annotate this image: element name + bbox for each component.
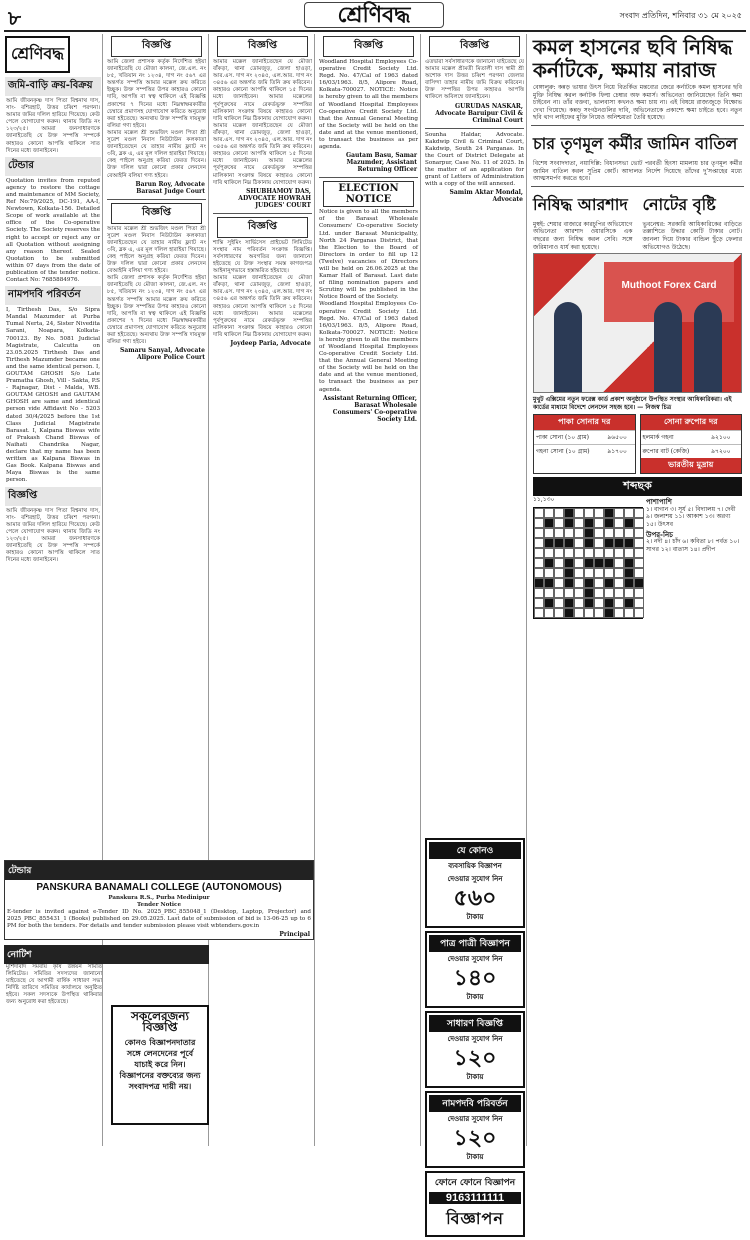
crossword-cell[interactable]: [584, 568, 594, 578]
crossword-cell[interactable]: [534, 568, 544, 578]
advocate-signature: SHUBHAMOY DAS, ADVOCATE HOWRAH JUDGES' COURT: [238, 187, 311, 209]
table-row: [534, 431, 635, 445]
crossword-cell[interactable]: [614, 598, 624, 608]
page-title: শ্রেণিবদ্ধ: [304, 2, 444, 28]
phone-number[interactable]: 9163111111: [429, 1192, 521, 1204]
crossword-cell: [534, 578, 544, 588]
story-block: [639, 190, 747, 251]
crossword-cell[interactable]: [574, 568, 584, 578]
crossword-cell[interactable]: [614, 558, 624, 568]
story-text: মুম্বই: শেয়ার বাজারে কারচুপির অভিযোগে অভিনেতা আরশাদ ওয়ারসিকে এক বছরের জন্য নিষিদ্ধ করল সেবি। সঙ্গে জরিমানাও ধার্য করা হয়েছে।: [533, 220, 633, 251]
notice-text: আমি জেলা প্রশাসক কর্তৃক নির্দেশিত হইয়া জানাইতেছি যে মৌজা কালনা, জে.এল. নং ৮৫, খতিয়ান নং ১২৩৪, দাগ নং ৫৬৭ এর অন্তর্গত সম্পত্তি আমার মক্কেল ক্রয় করিতে ইচ্ছুক। উক্ত সম্পত্তির উপর কাহারও কোনো দাবি, আপত্তি বা স্বত্ব থাকিলে এই বিজ্ঞপ্তি প্রকাশের ৭ দিনের মধ্যে নিম্নস্বাক্ষরকারীর চেম্বারে প্রমাণসহ যোগাযোগ করিতে অনুরোধ করা হইতেছে। অন্যথায় উক্ত সম্পত্তি দায়মুক্ত বলিয়া গণ্য হইবে।: [107, 59, 206, 129]
crossword-cell[interactable]: [624, 508, 634, 518]
crossword-cell[interactable]: [554, 608, 564, 618]
ad-unit: টাকায়: [466, 1152, 484, 1161]
crossword-cell[interactable]: [554, 528, 564, 538]
notice-heading: বিজ্ঞপ্তি: [323, 36, 414, 57]
rate-value: ৯৬৫০০: [605, 431, 634, 445]
rate-value: ৯২১০০: [709, 431, 741, 445]
story-block: [529, 190, 637, 251]
crossword-cell[interactable]: [544, 588, 554, 598]
notice-text: আমি জেলা প্রশাসক কর্তৃক নির্দেশিত হইয়া জানাইতেছি যে মৌজা কালনা, জে.এল. নং ৮৫, খতিয়ান নং ১২৩৪, দাগ নং ৫৬৭ এর অন্তর্গত সম্পত্তি আমার মক্কেল ক্রয় করিতে ইচ্ছুক। উক্ত সম্পত্তির উপর কাহারও কোনো দাবি, আপত্তি বা স্বত্ব থাকিলে এই বিজ্ঞপ্তি প্রকাশের ৭ দিনের মধ্যে নিম্নস্বাক্ষরকারীর চেম্বারে প্রমাণসহ যোগাযোগ করিতে অনুরোধ করা হইতেছে। অন্যথায় উক্ত সম্পত্তি দায়মুক্ত বলিয়া গণ্য হইবে।: [107, 275, 206, 346]
crossword-cell: [624, 518, 634, 528]
crossword-cell: [544, 598, 554, 608]
tender-heading: টেন্ডার: [5, 157, 101, 176]
rate-heading: পাকা সোনার দর: [534, 415, 635, 430]
notice-text: আমার মক্কেল জানাইতেছেন যে মৌজা বাঁকড়া, থানা ডোমজুড়, জেলা হাওড়া, আর.এস. দাগ নং ২৩৪৫, এল.আর. দাগ নং ৩৪৫৬ এর অন্তর্গত জমি তিনি ক্রয় করিবেন। কাহারও কোনো আপত্তি থাকিলে ১৫ দিনের মধ্যে জানাইবেন। আমার মক্কেলের পূর্বপুরুষের নামে রেকর্ডভুক্ত সম্পত্তির মালিকানা সংক্রান্ত বিষয়ে কাহারও কোনো দাবি থাকিলে নিম্ন ঠিকানায় যোগাযোগ করুন।: [213, 59, 312, 122]
rate-label: হলমার্ক গহনা: [641, 431, 710, 445]
crossword-cell: [584, 558, 594, 568]
crossword-cell[interactable]: [614, 578, 624, 588]
crossword-cell[interactable]: [584, 548, 594, 558]
crossword-cell: [604, 608, 614, 618]
notice-heading: বিজ্ঞপ্তি: [5, 487, 101, 506]
crossword-cell: [584, 518, 594, 528]
rate-table: [534, 430, 635, 458]
crossword-clues: [646, 496, 742, 619]
crossword-cell: [584, 538, 594, 548]
crossword-cell[interactable]: [594, 598, 604, 608]
ad-card-name-change: [425, 1091, 525, 1168]
headline-kamal-haasan: কমল হাসনের ছবি নিষিদ্ধ কর্নাটকে, ক্ষমায় নারাজ: [533, 35, 733, 82]
crossword-cell[interactable]: [624, 528, 634, 538]
crossword-cell[interactable]: [584, 508, 594, 518]
crossword-cell[interactable]: [634, 528, 644, 538]
ad-label: নামপদবি পরিবর্তন: [429, 1095, 521, 1112]
section-title: শ্রেণিবদ্ধ: [5, 36, 70, 73]
crossword-cell: [624, 558, 634, 568]
public-notice-text: কোনও বিজ্ঞাপনদাতার সঙ্গে লেনদেনের পূর্বে যাচাই করে নিন। বিজ্ঞাপনের বক্তব্যের জন্য সংবাদপত্র দায়ী নয়।: [119, 1037, 201, 1091]
clues-down: ২। নদী ৪। চাঁদ ৬। কবিতা ৮। পর্বত ১০। সাগর ১২। বাতাস ১৪। প্রদীপ: [646, 538, 740, 553]
clues-across: ১। বাগান ৩। সূর্য ৫। বিদ্যালয় ৭। দেবী ৯। জলাশয় ১১। আকাশ ১৩। অরণ্য ১৫। উৎসব: [646, 505, 736, 528]
crossword-cell[interactable]: [564, 528, 574, 538]
crossword-cell[interactable]: [544, 568, 554, 578]
crossword-cell[interactable]: [534, 508, 544, 518]
crossword-cell: [604, 508, 614, 518]
crossword-cell[interactable]: [584, 608, 594, 618]
ad-label: যে কোনও: [429, 842, 521, 859]
crossword-cell[interactable]: [604, 548, 614, 558]
crossword-cell[interactable]: [574, 588, 584, 598]
crossword-cell[interactable]: [614, 568, 624, 578]
tender-body: E-tender is invited against e-Tender ID No. 2025_PBC_855048_1 (Desktop, Laptop, Projector) and 2025_PBC_855431_1 (Books) published on 29.05.2025. Last date of submission of bid is 13-06-25 up to 6 PM for both the tenders. For details and tender submission please visit wbtenders.gov.in: [7, 909, 311, 930]
tender-section-title: টেন্ডার: [5, 861, 313, 880]
dateline: সংবাদ প্রতিদিন, শনিবার ৩১ মে ২০২৫: [619, 11, 742, 20]
crossword-cell[interactable]: [614, 608, 624, 618]
rate-label: পাকা সোনা (১০ গ্রাম): [534, 431, 605, 445]
divider: [319, 177, 418, 178]
table-row: [534, 445, 635, 459]
crossword-cell[interactable]: [554, 568, 564, 578]
crossword-cell: [584, 598, 594, 608]
divider: [107, 199, 206, 200]
person-figure: [694, 302, 722, 392]
crossword-cell[interactable]: [634, 588, 644, 598]
crossword-cell[interactable]: [634, 608, 644, 618]
rate-value: ৯১৭০০: [605, 445, 634, 459]
crossword-cell: [624, 568, 634, 578]
crossword-cell[interactable]: [594, 538, 604, 548]
crossword-cell[interactable]: [534, 538, 544, 548]
court-notice-text: Sounha Haldar, Advocate. Kakdwip Civil & Criminal Court, Kakdwip, South 24 Parganas. In the Court of District Delegate at Sonarpur, Case No. 11 of 2025. In the matter of an application for grant of Letters of Administration with a copy of the will annexed.: [425, 131, 524, 188]
clue-heading-across: পাশাপাশি: [646, 497, 672, 507]
ad-label: পাত্র পাত্রী বিজ্ঞাপন: [429, 935, 521, 952]
ad-sub: দেওয়ার সুযোগ নিন: [447, 874, 503, 883]
newspaper-page: [4, 0, 746, 1228]
rate-label: গহনা সোনা (১০ গ্রাম): [534, 445, 605, 459]
crossword-cell: [624, 598, 634, 608]
crossword-cell: [584, 528, 594, 538]
notice-text: আমার মক্কেল শ্রী শুভজিৎ মণ্ডল পিতা শ্রী সুরেশ মণ্ডল নিবাস নিউটাউন কলকাতা জানাইতেছেন যে তাহার নামীয় ফ্ল্যাট নং ৩বি, ব্লক এ, এর মূল দলিল হারাইয়া গিয়াছে। কেহ পাইলে অনুগ্রহ করিয়া ফেরত দিবেন। উক্ত দলিল দ্বারা কোনো প্রকার লেনদেন বেআইনি বলিয়া গণ্য হইবে।: [107, 129, 206, 179]
crossword-cell[interactable]: [574, 608, 584, 618]
news-pair: [529, 190, 746, 251]
crossword-cell: [604, 558, 614, 568]
crossword-title: শব্দছক: [533, 477, 742, 496]
crossword-cell: [564, 568, 574, 578]
crossword-cell: [544, 518, 554, 528]
divider: [531, 125, 744, 126]
story-text: বেঙ্গালুরু: কন্নড় ভাষার উৎস নিয়ে বিতর্কিত মন্তব্যের জেরে কর্নাটকে কমল হাসনের ছবি মুক্তি নিষিদ্ধ করল কর্নাটক ফিল্ম চেম্বার অফ কমার্স। অভিনেতা জানিয়েছেন তিনি ক্ষমা চাইবেন না। তাঁর বক্তব্য, ভালবাসা কখনও ক্ষমা চায় না। এই বিষয়ে রাজ্যজুড়ে বিক্ষোভ দেখা গিয়েছে। কন্নড় সংগঠনগুলির দাবি, অভিনেতাকে প্রকাশ্যে ক্ষমা চাইতে হবে। নতুন ছবি থাগ লাইফের মুক্তি নিয়েও অনিশ্চয়তা তৈরি হয়েছে।: [533, 84, 742, 122]
rate-label: রুপোর বাট (কেজি): [641, 445, 710, 459]
story-text: বিশেষ সংবাদদাতা, নয়াদিল্লি: বিধানসভা ভোট পরবর্তী হিংসা মামলায় চার তৃণমূল কর্মীর জামিন বাতিল করল সুপ্রিম কোর্ট। আদালত নির্দেশ দিয়েছে তাঁদের দু'সপ্তাহের মধ্যে আত্মসমর্পণ করতে হবে।: [533, 159, 742, 183]
crossword-cell[interactable]: [634, 518, 644, 528]
crossword: [533, 496, 742, 619]
rate-table: [641, 430, 742, 458]
notice-text: এতদ্বারা সর্বসাধারণকে জানানো যাইতেছে যে আমার মক্কেল শ্রীমতী মিতালী দাস স্বামী শ্রী অশোক দাস উত্তর চব্বিশ পরগনা জেলার বাসিন্দা তাহার নামীয় জমি বিক্রয় করিবেন। উক্ত সম্পত্তির উপর কাহারও আপত্তি থাকিলে অবিলম্বে জানাইবেন।: [425, 59, 524, 101]
rate-heading: সোনা রুপোর দর: [641, 415, 742, 430]
ad-card-matrimonial: [425, 931, 525, 1008]
crossword-cell[interactable]: [634, 548, 644, 558]
crossword-cell[interactable]: [574, 548, 584, 558]
crossword-cell[interactable]: [574, 578, 584, 588]
photo-banner: Muthoot Forex Card: [604, 262, 734, 322]
crossword-cell[interactable]: [534, 548, 544, 558]
rates-section: [533, 414, 742, 474]
notice-section-title: নোটিশ: [4, 945, 209, 964]
headline-bail: চার তৃণমূল কর্মীর জামিন বাতিল: [533, 133, 738, 153]
notice-heading: বিজ্ঞপ্তি: [429, 36, 520, 57]
ad-price: ১২০: [453, 1125, 497, 1151]
rate-heading: ভারতীয় মুদ্রায়: [641, 458, 742, 473]
election-notice-heading: ELECTION NOTICE: [323, 181, 414, 207]
gold-rate-table: [533, 414, 636, 474]
crossword-cell: [604, 578, 614, 588]
crossword-cell: [634, 578, 644, 588]
headline-notes: নোটের বৃষ্টি: [642, 194, 716, 214]
event-photo: [533, 253, 742, 393]
advocate-signature: Barun Roy, Advocate Barasat Judge Court: [135, 180, 205, 195]
advocate-signature: GURUDAS NASKAR, Advocate Baruipur Civil & Criminal Court: [435, 102, 523, 124]
ad-label: সাধারণ বিজ্ঞপ্তি: [429, 1015, 521, 1032]
crossword-cell: [584, 588, 594, 598]
crossword-cell: [584, 578, 594, 588]
column-3: [211, 34, 315, 1146]
crossword-cell[interactable]: [634, 508, 644, 518]
crossword-cell: [564, 518, 574, 528]
crossword-cell[interactable]: [634, 568, 644, 578]
crossword-cell[interactable]: [564, 588, 574, 598]
crossword-cell[interactable]: [634, 558, 644, 568]
ad-sub: দেওয়ার সুযোগ নিন: [447, 954, 503, 963]
crossword-cell[interactable]: [594, 608, 604, 618]
ad-sub: দেওয়ার সুযোগ নিন: [447, 1114, 503, 1123]
crossword-cell[interactable]: [534, 598, 544, 608]
officer-signature: Gautam Basu, Samar Mazumder, Assistant Returning Officer: [346, 152, 417, 174]
advocate-signature: Joydeep Paria, Advocate: [230, 340, 311, 347]
crossword-cell[interactable]: [554, 508, 564, 518]
crossword-cell[interactable]: [604, 588, 614, 598]
crossword-cell[interactable]: [554, 558, 564, 568]
officer-signature: Assistant Returning Officer, Barasat Wholesale Consumers' Co-operative Society Ltd.: [322, 394, 417, 423]
crossword-cell[interactable]: [534, 558, 544, 568]
crossword-cell[interactable]: [554, 588, 564, 598]
tender-subtitle: Tender Notice: [136, 902, 182, 909]
crossword-cell[interactable]: [544, 528, 554, 538]
crossword-cell[interactable]: [624, 548, 634, 558]
rate-value: ৯৭২০০: [709, 445, 741, 459]
land-sale-heading: জমি-বাড়ি ক্রয়-বিক্রয়: [5, 77, 101, 96]
ad-unit: টাকায়: [466, 992, 484, 1001]
person-figure: [654, 302, 682, 392]
silver-rate-table: [640, 414, 743, 474]
crossword-cell[interactable]: [574, 528, 584, 538]
crossword-cell[interactable]: [534, 588, 544, 598]
crossword-cell[interactable]: [594, 528, 604, 538]
crossword-cell: [614, 538, 624, 548]
crossword-cell: [564, 538, 574, 548]
notice-heading: বিজ্ঞপ্তি: [111, 36, 202, 57]
phone-ad-brand: বিজ্ঞাপন: [446, 1209, 504, 1228]
table-row: [641, 445, 742, 459]
crossword-cell: [564, 578, 574, 588]
photo-caption: মুথুট এক্সিমের নতুন ফরেক্স কার্ড প্রকাশ অনুষ্ঠানে উপস্থিত সংস্থার আধিকারিকরা। এই কার্ডের মাধ্যমে বিদেশে লেনদেন সহজ হবে। — নিজস্ব চিত্র: [533, 396, 732, 411]
crossword-cell[interactable]: [594, 568, 604, 578]
table-row: [641, 431, 742, 445]
divider: [425, 128, 524, 129]
headline-arshad: নিষিদ্ধ আরশাদ: [533, 194, 628, 214]
notice-body: মুর্শিদাবাদ সমবায় কৃষি উন্নয়ন সমিতি লিমিটেড। সমিতির সদস্যদের জানানো যাইতেছে যে আগামী বার্ষিক সাধারণ সভা নির্দিষ্ট তারিখে সমিতির কার্যালয়ে অনুষ্ঠিত হইবে। সকল সদস্যকে উপস্থিত থাকিবার জন্য অনুরোধ করা হইতেছে।: [6, 964, 102, 1006]
name-change-heading: নামপদবি পরিবর্তন: [5, 286, 101, 305]
crossword-cell: [564, 558, 574, 568]
clue-heading-down: উপর-নিচ: [646, 529, 673, 539]
ad-unit: টাকায়: [466, 912, 484, 921]
crossword-cell[interactable]: [614, 588, 624, 598]
election-notice-text: Woodland Hospital Employees Co-operative Credit Society Ltd. Regd. No. 47/Cal of 1963 dated 16/03/1963. 8/5, Alipore Road, Kolkata-700027. NOTICE: Notice is hereby given to all the members of Woodland Hospital Employees Co-operative Credit Society Ltd. that the Annual General Meeting of the Society will be held on the date and at the venue mentioned, to transact the business as per agenda.: [319, 301, 418, 393]
crossword-cell: [604, 538, 614, 548]
election-notice-text: Notice is given to all the members of the Barasat Wholesale Consumers' Co-operative Society Ltd. under Barasat Municipality, North 24 Parganas District, that the Election to the Board of Directors in order to fill up 12 (Twelve) vacancies of Directors will be held on 26.06.2025 at the Kamar Hall of Barasat. Last date of filing nomination papers and Scrutiny will be published in the Notice Board of the Society.: [319, 209, 418, 301]
advocate-signature: Samim Aktar Mondal, Advocate: [449, 189, 523, 204]
crossword-cell[interactable]: [574, 508, 584, 518]
notice-heading: বিজ্ঞপ্তি: [217, 36, 308, 57]
crossword-cell: [624, 578, 634, 588]
crossword-cell: [594, 558, 604, 568]
crossword-cell[interactable]: [534, 528, 544, 538]
divider: [213, 213, 312, 214]
tender-text: Quotation invites from reputed agency to restore the cottage and maintenance of MM Society, Ref No:79/2025, DC-191, AA-I, Newtown, Kolkata-156. Detailed Scope of work available at the office of the Co-operative Society. The Society reserves the right to accept or reject any or all Quotation without assigning any reason thereof. Sealed Quotation to be submitted within 07 days from the date of publication of the tender notice. Contact No: 7685884976.: [6, 177, 100, 284]
crossword-cell[interactable]: [594, 588, 604, 598]
crossword-cell[interactable]: [544, 608, 554, 618]
phone-ad-title: ফোনে ফোনে বিজ্ঞাপন: [434, 1178, 516, 1188]
notice-heading: বিজ্ঞপ্তি: [217, 217, 308, 238]
notice-text: শান্তি সুইমিং সার্ভিসেস প্রাইভেট লিমিটেড সংস্থার নাম পরিবর্তন সংক্রান্ত বিজ্ঞপ্তি। সর্বসাধারণের অবগতির জন্য জানানো হইতেছে যে উক্ত সংস্থার সমস্ত কাগজপত্র আইনানুগভাবে হস্তান্তরিত হইয়াছে।: [213, 239, 312, 275]
college-name: PANSKURA BANAMALI COLLEGE (AUTONOMOUS): [36, 882, 282, 893]
advocate-signature: Samaru Sanyal, Advocate Alipore Police Court: [120, 347, 205, 362]
crossword-cell: [564, 508, 574, 518]
land-sale-text: আমি জীবনকৃষ্ণ দাস পিতা বিশ্বনাথ দাস, সাং- বশিরহাট, উত্তর চব্বিশ পরগনা। আমার জমির দলিল হারিয়ে গিয়েছে। কেউ পেলে যোগাযোগ করুন। থানায় জিডি নং ১২৩/২৫। আমরা জনসাধারণকে জানাইতেছি যে উক্ত সম্পত্তি সম্পর্কে কাহারও কোনো আপত্তি থাকিলে সাত দিনের মধ্যে জানাইবেন।: [6, 98, 100, 154]
person-figure: [554, 302, 582, 392]
crossword-grid[interactable]: [533, 507, 643, 619]
public-notice-title: সকলেরজন্য বিজ্ঞপ্তি: [130, 1009, 190, 1034]
crossword-cell[interactable]: [634, 538, 644, 548]
ad-price: ৫৬০: [453, 885, 497, 911]
ad-card-business: [425, 838, 525, 928]
crossword-cell: [564, 598, 574, 608]
crossword-cell: [604, 598, 614, 608]
page-number: ৮: [8, 6, 21, 30]
principal-signature: Principal: [279, 931, 310, 939]
crossword-cell[interactable]: [604, 568, 614, 578]
notice-text: Woodland Hospital Employees Co-operative Credit Society Ltd. Regd. No. 47/Cal of 1963 dated 16/03/1963. 8/5, Alipore Road, Kolkata-700027. NOTICE: Notice is hereby given to all the members of Woodland Hospital Employees Co-operative Credit Society Ltd. that the Annual General Meeting of the Society will be held on the date and at the venue mentioned, to transact the business as per agenda.: [319, 59, 418, 151]
crossword-cell[interactable]: [554, 518, 564, 528]
crossword-cell[interactable]: [574, 558, 584, 568]
crossword-cell[interactable]: [614, 548, 624, 558]
notice-text: আমার মক্কেল জানাইতেছেন যে মৌজা বাঁকড়া, থানা ডোমজুড়, জেলা হাওড়া, আর.এস. দাগ নং ২৩৪৫, এল.আর. দাগ নং ৩৪৫৬ এর অন্তর্গত জমি তিনি ক্রয় করিবেন। কাহারও কোনো আপত্তি থাকিলে ১৫ দিনের মধ্যে জানাইবেন। আমার মক্কেলের পূর্বপুরুষের নামে রেকর্ডভুক্ত সম্পত্তির মালিকানা সংক্রান্ত বিষয়ে কাহারও কোনো দাবি থাকিলে নিম্ন ঠিকানায় যোগাযোগ করুন।: [213, 275, 312, 338]
crossword-cell[interactable]: [574, 538, 584, 548]
column-4: [317, 34, 421, 1146]
notice-heading: বিজ্ঞপ্তি: [111, 203, 202, 224]
notice-text: আমার মক্কেল শ্রী শুভজিৎ মণ্ডল পিতা শ্রী সুরেশ মণ্ডল নিবাস নিউটাউন কলকাতা জানাইতেছেন যে তাহার নামীয় ফ্ল্যাট নং ৩বি, ব্লক এ, এর মূল দলিল হারাইয়া গিয়াছে। কেহ পাইলে অনুগ্রহ করিয়া ফেরত দিবেন। উক্ত দলিল দ্বারা কোনো প্রকার লেনদেন বেআইনি বলিয়া গণ্য হইবে।: [107, 225, 206, 275]
ad-stack: [423, 835, 527, 1240]
ad-sub: দেওয়ার সুযোগ নিন: [447, 1034, 503, 1043]
ad-price: ১৪০: [453, 965, 497, 991]
crossword-cell[interactable]: [594, 578, 604, 588]
crossword-cell[interactable]: [624, 608, 634, 618]
crossword-cell[interactable]: [554, 548, 564, 558]
crossword-cell[interactable]: [604, 528, 614, 538]
crossword-cell[interactable]: [624, 588, 634, 598]
crossword-cell: [604, 518, 614, 528]
tender-box: [4, 860, 314, 940]
story-text: ভুবনেশ্বর: সরকারি আধিকারিকের বাড়িতে তল্লাশিতে উদ্ধার কোটি টাকার নোট। জানলা দিয়ে টাকার বান্ডিল ছুঁড়ে ফেলার অভিযোগও উঠেছে।: [642, 220, 742, 251]
name-change-text: I, Tirthesh Das, S/o Sipra Mandal Mazumder at Purba Tumal Nerta, 24, Sister Nivedita Sarani, Noapara, Kolkata-700123. By No. 5081 Judicial Magistrate, Calcutta on 23.05.2025 Tirthesh Das and Tirthesh Mazumder became one and the same identical person. I, GOUTAM GHOSH S/o Late Pramatha Ghosh, Vill - Sakta, P.S - Rajnagar, Dist - Malda, WB. GOUTAM GHOSH and GAUTAM GHOSH are same and identical person vide Affidavit No - 5203 dated 30/4/2025 before the 1st Class Judicial Magistrate Barasat. I, Kalpana Biswas wife of Prakash Chand Biswas of Naihati Chandrika Nagar, declare that my name has been written as Kalpana Biswas in Gas Book. Kalpana Biswas and Maya Biswas is the same person.: [6, 307, 100, 484]
public-notice-box: [111, 1005, 209, 1125]
divider: [531, 186, 744, 187]
ad-title: ব্যবসায়িক বিজ্ঞাপন: [448, 861, 502, 870]
crossword-cell: [564, 608, 574, 618]
crossword-cell[interactable]: [554, 598, 564, 608]
crossword-cell[interactable]: [534, 608, 544, 618]
ad-price: ১২০: [453, 1045, 497, 1071]
phone-ad: [425, 1171, 525, 1237]
bottom-notice: [4, 945, 209, 1007]
crossword-cell[interactable]: [594, 508, 604, 518]
crossword-cell[interactable]: [614, 528, 624, 538]
notice-text: আমি জীবনকৃষ্ণ দাস পিতা বিশ্বনাথ দাস, সাং- বশিরহাট, উত্তর চব্বিশ পরগনা। আমার জমির দলিল হারিয়ে গিয়েছে। কেউ পেলে যোগাযোগ করুন। থানায় জিডি নং ১২৩/২৫। আমরা জনসাধারণকে জানাইতেছি যে উক্ত সম্পত্তি সম্পর্কে কাহারও কোনো আপত্তি থাকিলে সাত দিনের মধ্যে জানাইবেন।: [6, 507, 100, 564]
crossword-cell[interactable]: [614, 518, 624, 528]
crossword-cell[interactable]: [544, 548, 554, 558]
crossword-cell[interactable]: [574, 598, 584, 608]
crossword-cell[interactable]: [564, 548, 574, 558]
crossword-cell[interactable]: [554, 578, 564, 588]
masthead: [4, 0, 746, 32]
news-column: [529, 34, 746, 1146]
crossword-cell[interactable]: [614, 508, 624, 518]
ad-unit: টাকায়: [466, 1072, 484, 1081]
notice-text: আমার মক্কেল জানাইতেছেন যে মৌজা বাঁকড়া, থানা ডোমজুড়, জেলা হাওড়া, আর.এস. দাগ নং ২৩৪৫, এল.আর. দাগ নং ৩৪৫৬ এর অন্তর্গত জমি তিনি ক্রয় করিবেন। কাহারও কোনো আপত্তি থাকিলে ১৫ দিনের মধ্যে জানাইবেন। আমার মক্কেলের পূর্বপুরুষের নামে রেকর্ডভুক্ত সম্পত্তির মালিকানা সংক্রান্ত বিষয়ে কাহারও কোনো দাবি থাকিলে নিম্ন ঠিকানায় যোগাযোগ করুন।: [213, 122, 312, 186]
college-place: Panskura R.S., Purba Medinipur: [108, 895, 210, 901]
crossword-cell: [544, 578, 554, 588]
crossword-cell: [544, 558, 554, 568]
crossword-cell[interactable]: [574, 518, 584, 528]
crossword-cell[interactable]: [594, 518, 604, 528]
crossword-cell[interactable]: [534, 518, 544, 528]
crossword-left: [533, 496, 643, 619]
crossword-cell: [544, 538, 554, 548]
crossword-cell[interactable]: [634, 598, 644, 608]
crossword-cell: [554, 538, 564, 548]
crossword-cell[interactable]: [544, 508, 554, 518]
crossword-cell: [624, 538, 634, 548]
crossword-cell[interactable]: [594, 548, 604, 558]
ad-card-general: [425, 1011, 525, 1088]
crossword-number: ১১,১৩০: [533, 496, 555, 504]
